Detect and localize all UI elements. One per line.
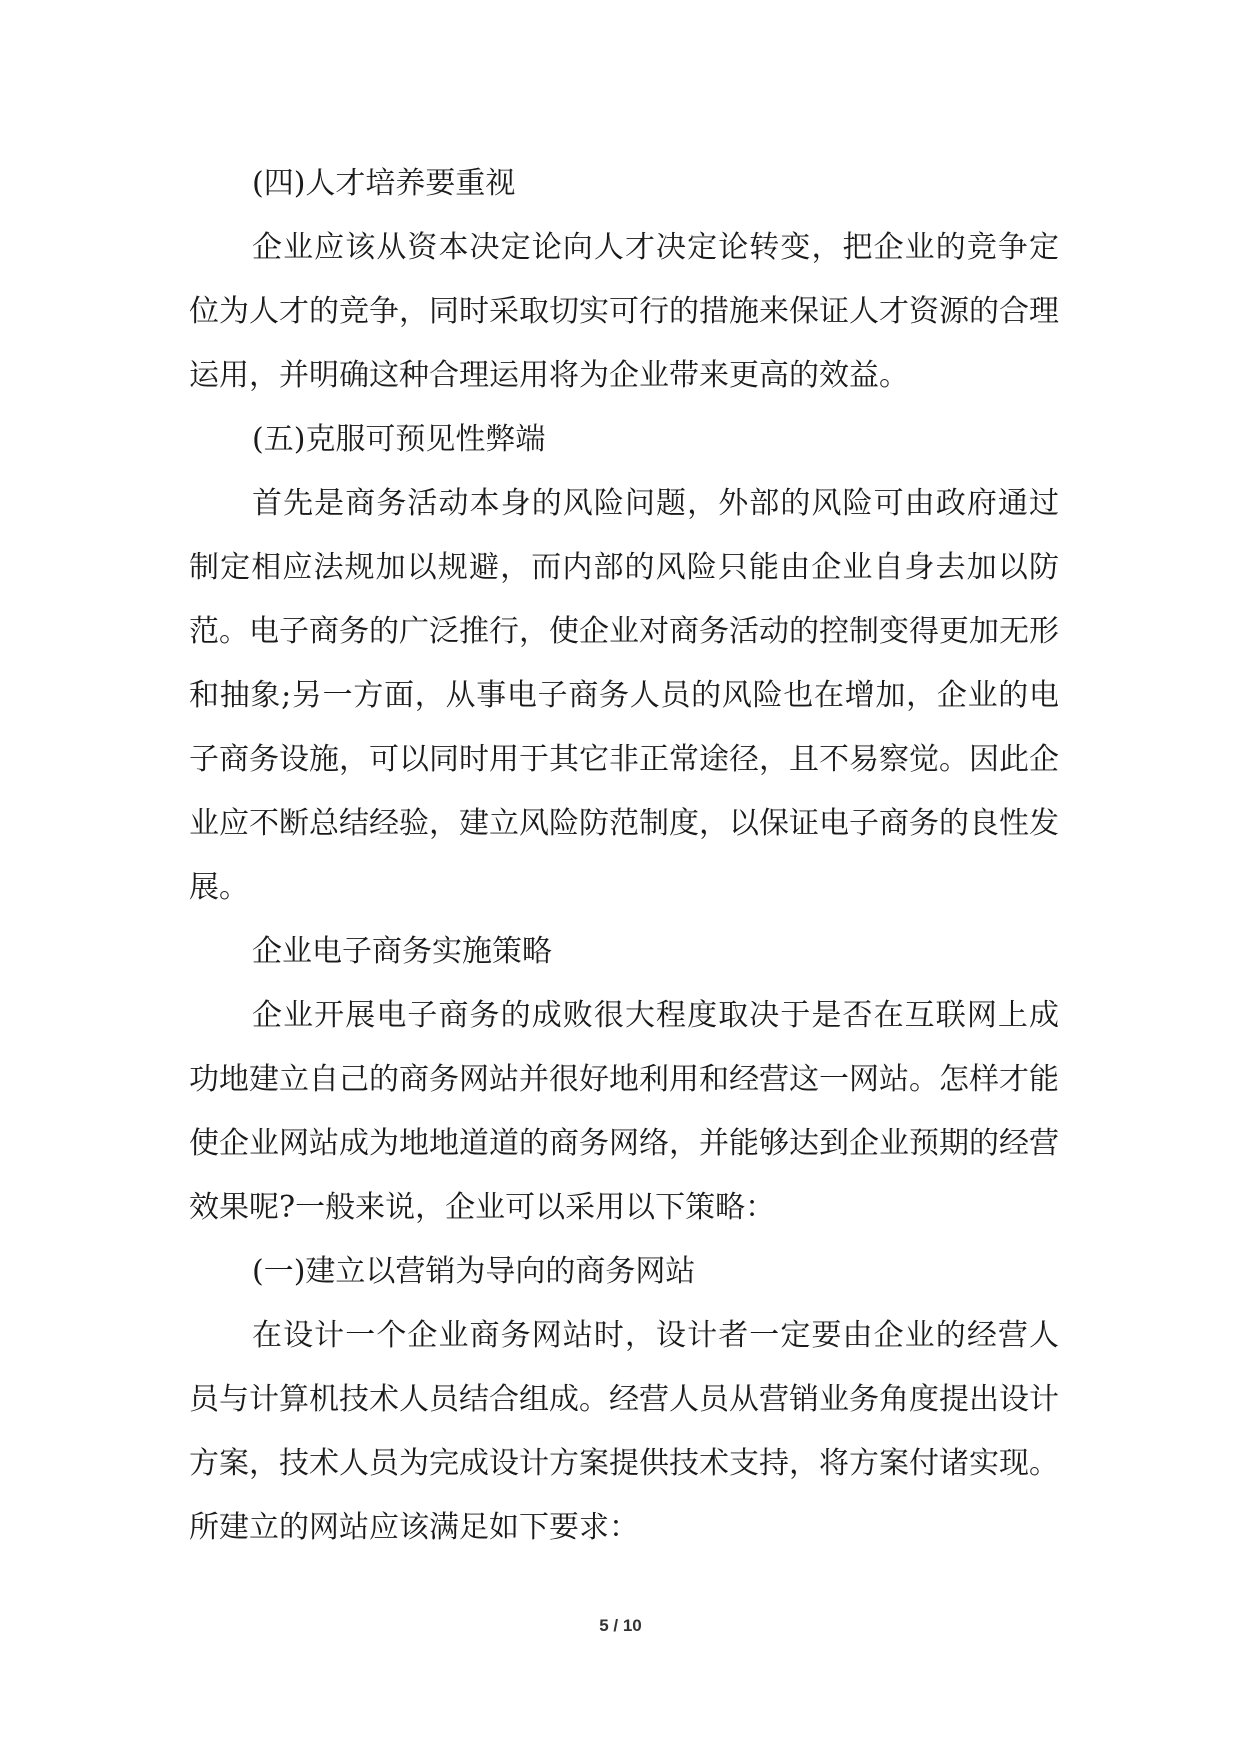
section-heading-strategy: 企业电子商务实施策略 [252,934,552,969]
paragraph-website: 在设计一个企业商务网站时，设计者一定要由企业的经营人员与计算机技术人员结合组成。经营人员从营销业务角度提出设计方案，技术人员为完成设计方案提供技术支持，将方案付诸实现。所建立的网站应该满足如下要求： [189,1318,1059,1545]
page-number: 5 / 10 [599,1616,642,1635]
paragraph-risk: 首先是商务活动本身的风险问题，外部的风险可由政府通过制定相应法规加以规避，而内部的风险只能由企业自身去加以防范。电子商务的广泛推行，使企业对商务活动的控制变得更加无形和抽象;另一方面，从事电子商务人员的风险也在增加，企业的电子商务设施，可以同时用于其它非正常途径，且不易察觉。因此企业应不断总结经验，建立风险防范制度，以保证电子商务的良性发展。 [189,486,1059,905]
paragraph-talent: 企业应该从资本决定论向人才决定论转变，把企业的竞争定位为人才的竞争，同时采取切实可行的措施来保证人才资源的合理运用，并明确这种合理运用将为企业带来更高的效益。 [189,230,1059,393]
section-heading-website: (一)建立以营销为导向的商务网站 [252,1254,696,1289]
document-body [189,152,1059,1560]
section-heading-risk: (五)克服可预见性弊端 [252,422,546,457]
section-heading-talent: (四)人才培养要重视 [252,166,516,201]
paragraph-strategy: 企业开展电子商务的成败很大程度取决于是否在互联网上成功地建立自己的商务网站并很好地利用和经营这一网站。怎样才能使企业网站成为地地道道的商务网络，并能够达到企业预期的经营效果呢?一般来说，企业可以采用以下策略： [189,998,1059,1225]
